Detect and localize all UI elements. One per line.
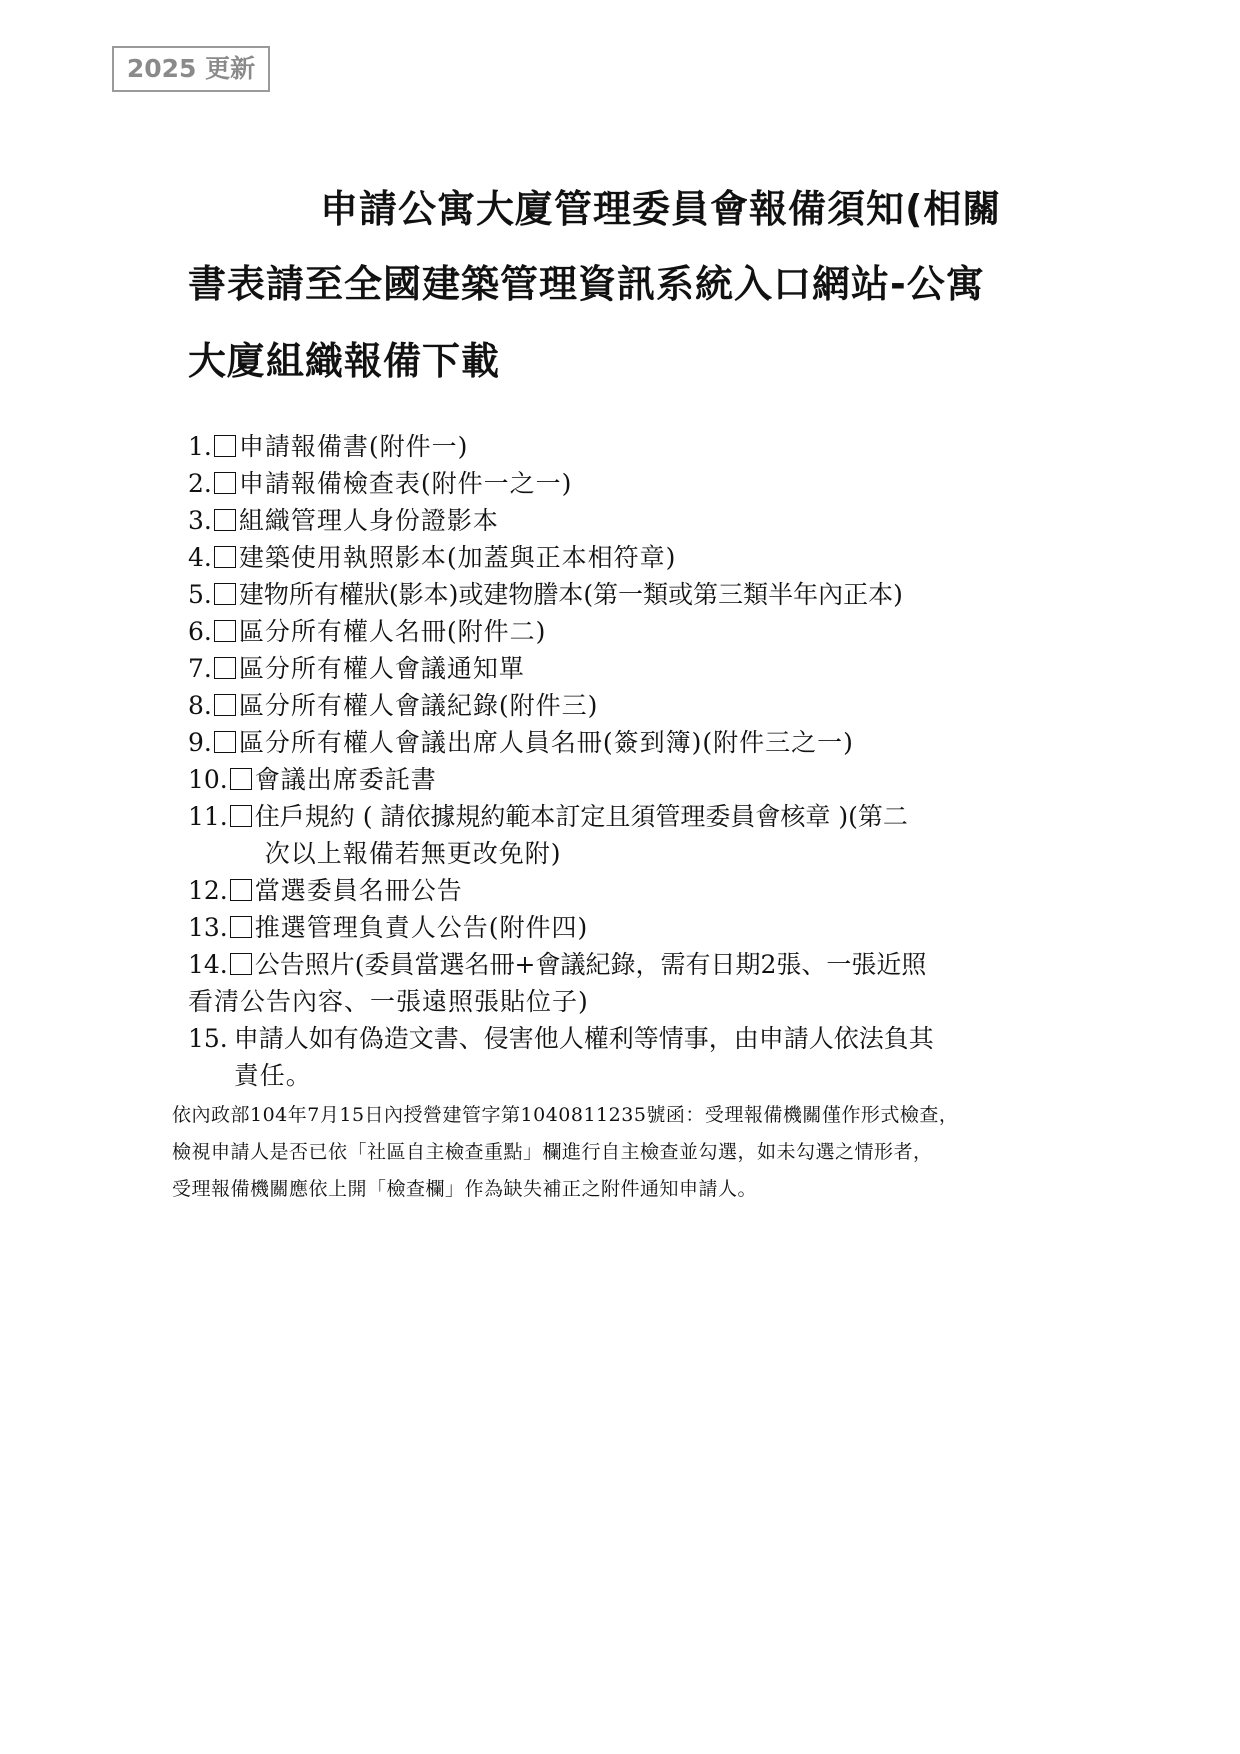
checkbox[interactable]	[214, 583, 236, 605]
item-text: 區分所有權人名冊(附件二)	[238, 617, 547, 646]
update-badge: 2025 更新	[112, 46, 270, 92]
checklist-item-3	[188, 502, 1058, 539]
item-number: 11.	[188, 802, 228, 831]
checklist-item-1	[188, 428, 1058, 465]
checkbox[interactable]	[230, 768, 252, 790]
item-text-line-2: 責任。	[233, 1061, 312, 1090]
item-text-line-2: 次以上報備若無更改免附)	[264, 839, 562, 868]
checklist-item-14	[188, 946, 1058, 1020]
checklist-item-5	[188, 576, 1058, 613]
legal-note-line-1: 依內政部104年7月15日內授營建管字第1040811235號函：受理報備機關僅作形式檢查，	[172, 1104, 959, 1126]
checklist-item-9	[188, 724, 1058, 761]
item-number: 13.	[188, 913, 228, 942]
checklist-item-13	[188, 909, 1058, 946]
item-number: 1.	[188, 432, 212, 461]
item-text: 區分所有權人會議通知單	[238, 654, 525, 683]
checkbox[interactable]	[214, 620, 236, 642]
item-number: 3.	[188, 506, 212, 535]
checklist-item-2	[188, 465, 1058, 502]
item-text: 申請報備檢查表(附件一之一)	[238, 469, 573, 498]
item-text: 當選委員名冊公告	[254, 876, 463, 905]
item-number: 2.	[188, 469, 212, 498]
checklist-item-4	[188, 539, 1058, 576]
item-number: 10.	[188, 765, 228, 794]
item-text: 建物所有權狀(影本)或建物謄本(第一類或第三類半年內正本)	[238, 580, 903, 609]
item-text: 區分所有權人會議出席人員名冊(簽到簿)(附件三之一)	[238, 728, 854, 757]
item-text	[234, 1020, 1058, 1094]
legal-note	[172, 1097, 1062, 1208]
checklist-item-12	[188, 872, 1058, 909]
item-text	[255, 798, 1058, 872]
page-title-line-3: 大廈組織報備下載	[188, 339, 501, 383]
item-text-line-1: 申請人如有偽造文書、侵害他人權利等情事，由申請人依法負其	[233, 1024, 934, 1053]
item-number: 15.	[188, 1024, 228, 1053]
item-number: 12.	[188, 876, 228, 905]
item-text: 建築使用執照影本(加蓋與正本相符章)	[238, 543, 677, 572]
checklist-item-10	[188, 761, 1058, 798]
item-number: 4.	[188, 543, 212, 572]
checkbox[interactable]	[230, 916, 252, 938]
checkbox[interactable]	[230, 879, 252, 901]
item-number: 6.	[188, 617, 212, 646]
item-text-line-2: 看清公告內容、一張遠照張貼位子)	[188, 987, 589, 1016]
item-number: 14.	[188, 950, 228, 979]
checkbox[interactable]	[230, 953, 252, 975]
item-number: 8.	[188, 691, 212, 720]
checklist	[188, 428, 1058, 1094]
checkbox[interactable]	[214, 509, 236, 531]
item-number: 7.	[188, 654, 212, 683]
item-text-line-1: 公告照片(委員當選名冊+會議紀錄，需有日期2張、一張近照	[254, 950, 927, 979]
page-title-line-2: 書表請至全國建築管理資訊系統入口網站-公寓	[188, 262, 985, 306]
checkbox[interactable]	[230, 805, 252, 827]
legal-note-line-2: 檢視申請人是否已依「社區自主檢查重點」欄進行自主檢查並勾選，如未勾選之情形者，	[172, 1141, 933, 1163]
checklist-item-15	[188, 1020, 1058, 1094]
page-title-line-1: 申請公寓大廈管理委員會報備須知(相關	[320, 187, 1002, 231]
item-number: 5.	[188, 580, 212, 609]
item-text: 組織管理人身份證影本	[238, 506, 499, 535]
item-text: 會議出席委託書	[254, 765, 437, 794]
checklist-item-8	[188, 687, 1058, 724]
checkbox[interactable]	[214, 546, 236, 568]
item-text: 申請報備書(附件一)	[238, 432, 469, 461]
checkbox[interactable]	[214, 694, 236, 716]
item-text: 區分所有權人會議紀錄(附件三)	[238, 691, 599, 720]
checklist-item-11	[188, 798, 1058, 872]
checkbox[interactable]	[214, 657, 236, 679]
item-text-line-1: 住戶規約 ( 請依據規約範本訂定且須管理委員會核章 )(第二	[254, 802, 908, 831]
checkbox[interactable]	[214, 435, 236, 457]
checklist-item-7	[188, 650, 1058, 687]
checklist-item-6	[188, 613, 1058, 650]
legal-note-line-3: 受理報備機關應依上開「檢查欄」作為缺失補正之附件通知申請人。	[172, 1178, 758, 1200]
item-number: 9.	[188, 728, 212, 757]
checkbox[interactable]	[214, 472, 236, 494]
item-text: 推選管理負責人公告(附件四)	[254, 913, 589, 942]
checkbox[interactable]	[214, 731, 236, 753]
